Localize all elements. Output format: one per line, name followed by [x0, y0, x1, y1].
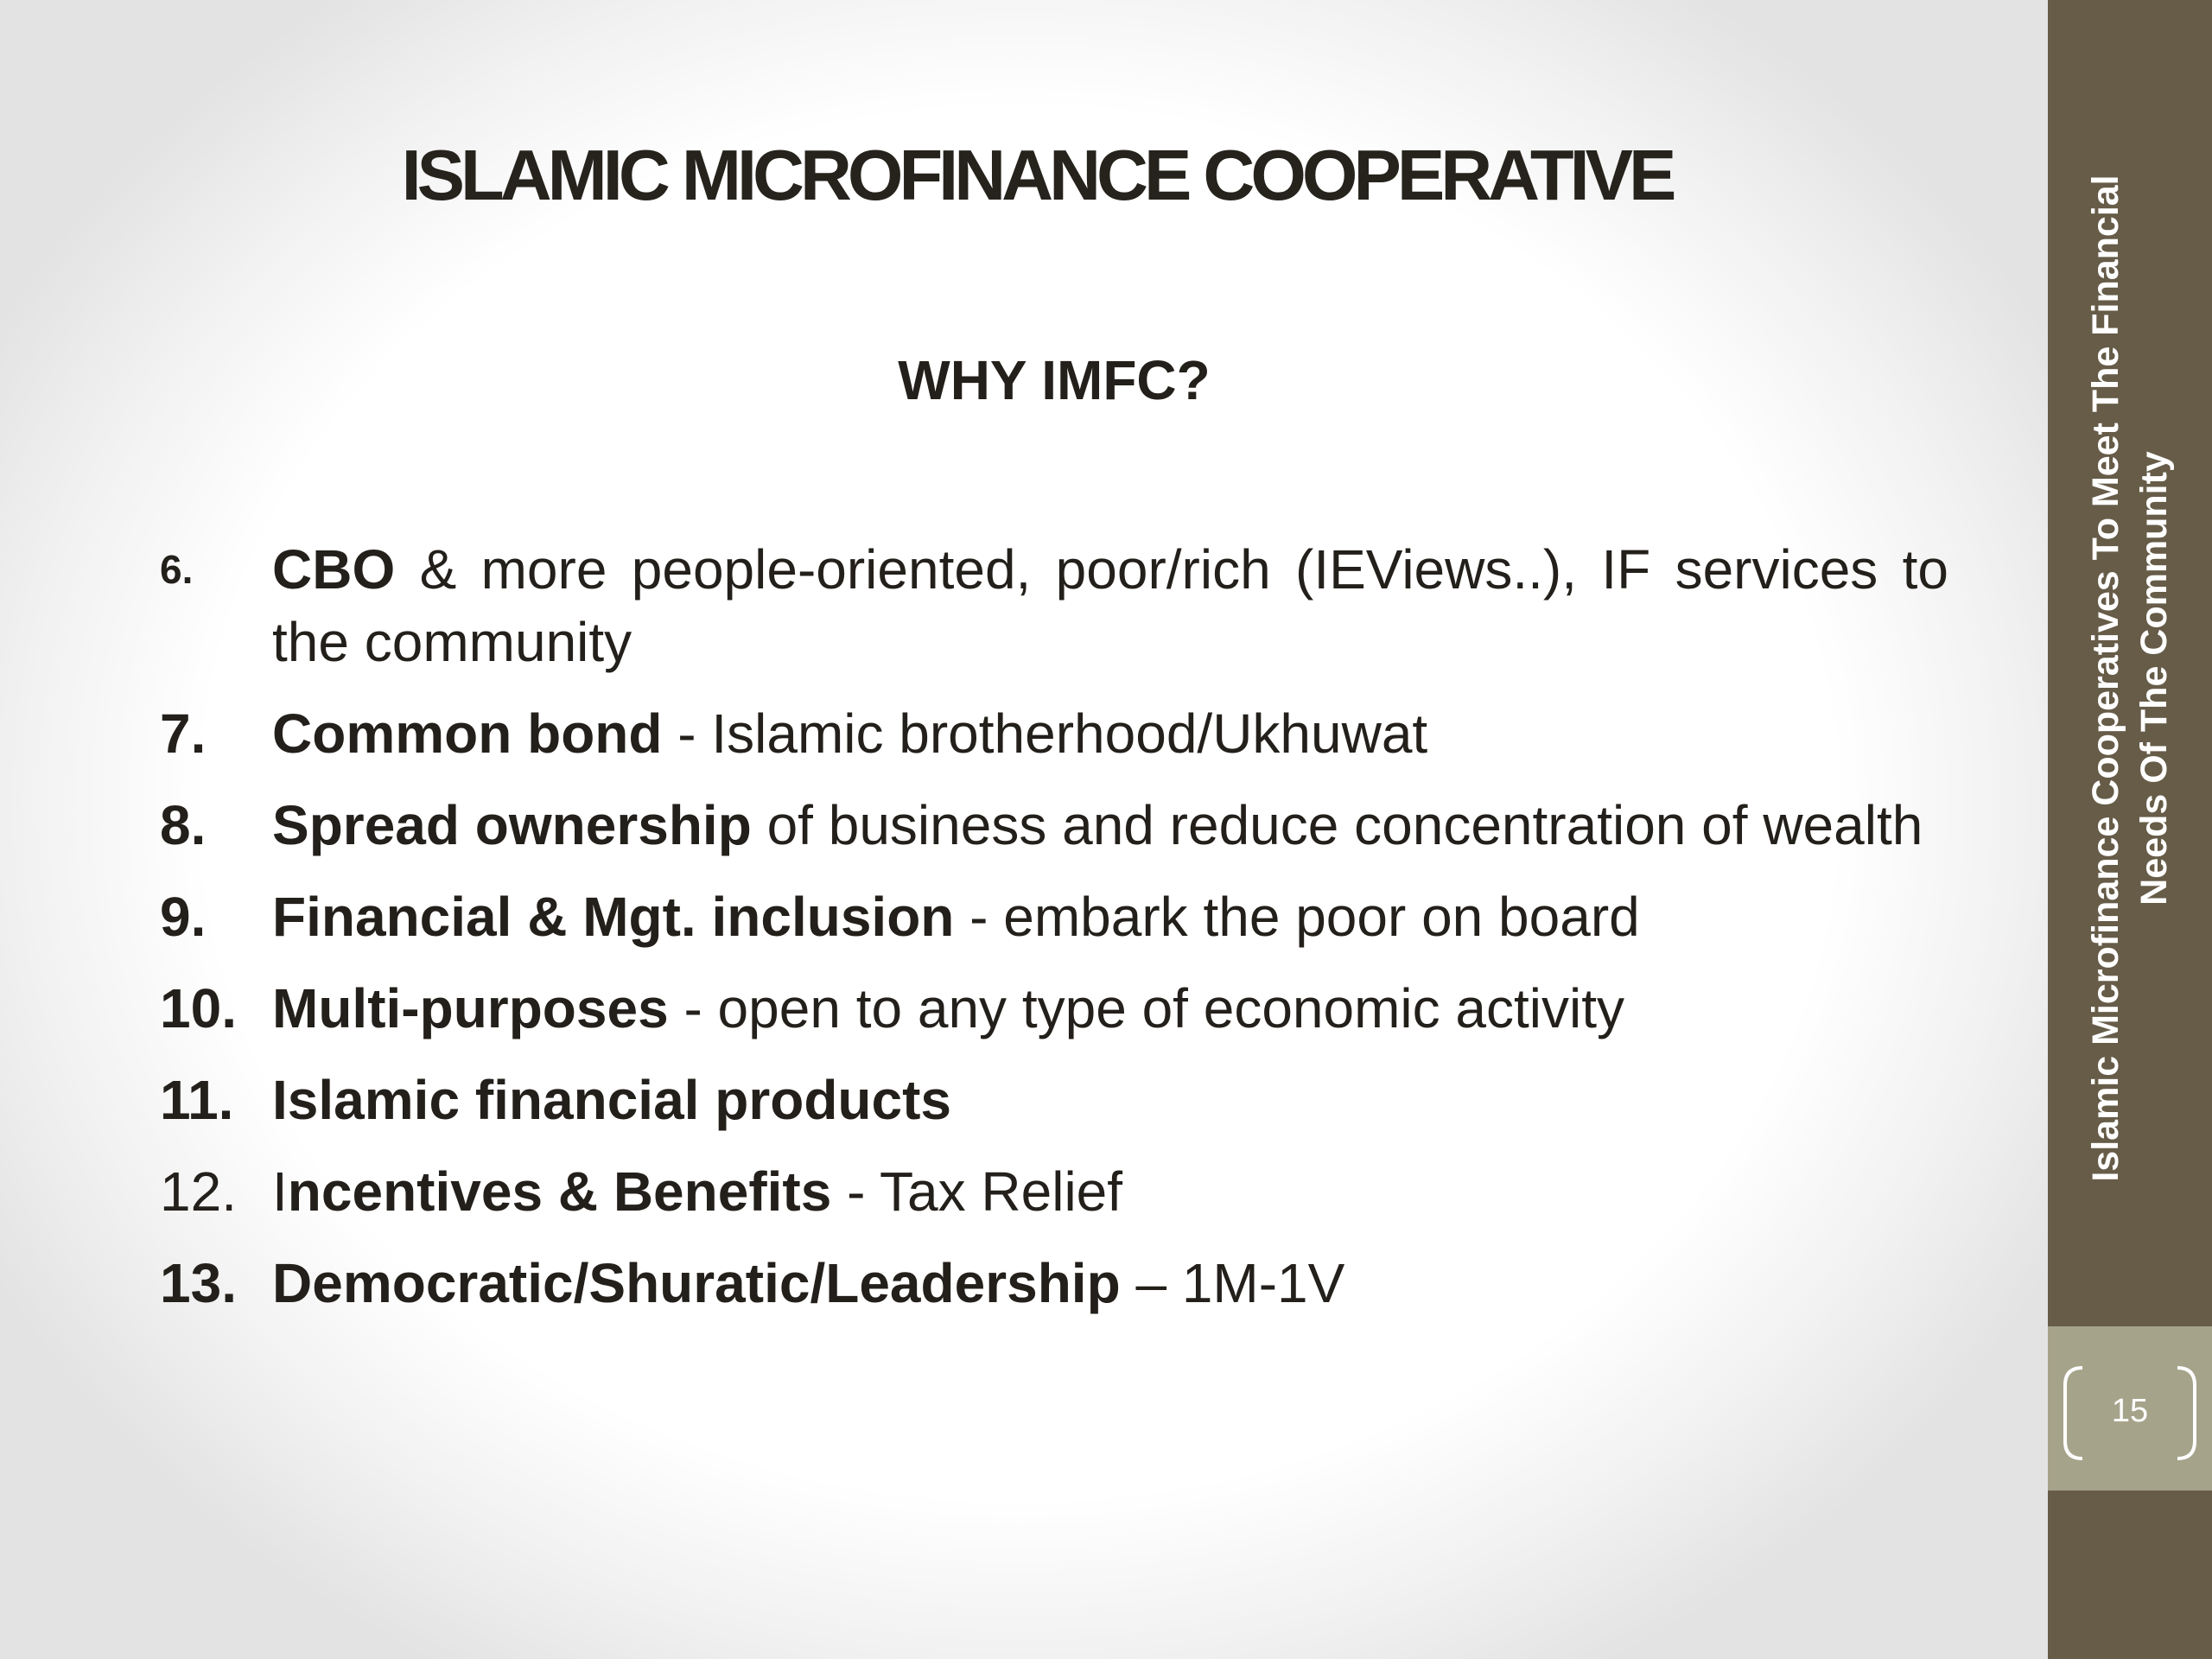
- item-heading: CBO: [272, 538, 396, 601]
- item-number: 13.: [160, 1252, 237, 1314]
- item-heading: ncentives & Benefits: [287, 1160, 832, 1223]
- item-heading: Common bond: [272, 702, 663, 765]
- item-text: - embark the poor on board: [954, 886, 1640, 948]
- list-item: [160, 1155, 1948, 1228]
- list-item: [160, 789, 1948, 861]
- item-number: 10.: [160, 977, 237, 1039]
- item-number: 8.: [160, 794, 207, 856]
- list-item: [160, 972, 1948, 1045]
- list-item: [160, 880, 1948, 953]
- item-number: 7.: [160, 702, 207, 765]
- sidebar-caption: [2082, 73, 2178, 1283]
- item-text: - Islamic brotherhood/Ukhuwat: [662, 702, 1428, 765]
- item-text: - Tax Relief: [831, 1160, 1123, 1223]
- list-item: [160, 533, 1948, 678]
- sidebar-caption-line: Islamic Microfinance Cooperatives To Meet The Financial: [2085, 175, 2126, 1182]
- item-heading: Multi-purposes: [272, 977, 669, 1039]
- slide-subtitle: WHY IMFC?: [898, 349, 1211, 411]
- item-heading: Spread ownership: [272, 794, 752, 856]
- page-number: 15: [2111, 1393, 2149, 1429]
- item-number: 6.: [160, 547, 194, 592]
- reasons-list: [160, 533, 1948, 1338]
- sidebar-caption-line: Needs Of The Community: [2133, 451, 2175, 906]
- item-text: – 1M-1V: [1120, 1252, 1345, 1314]
- item-prefix: I: [272, 1160, 288, 1223]
- item-number: 9.: [160, 886, 207, 948]
- item-heading: Islamic financial products: [272, 1069, 951, 1131]
- item-heading: Financial & Mgt. inclusion: [272, 886, 955, 948]
- list-item: [160, 697, 1948, 770]
- item-text: - open to any type of economic activity: [668, 977, 1624, 1039]
- list-item: [160, 1064, 1948, 1136]
- item-text: of business and reduce concentration of wealth: [751, 794, 1923, 856]
- item-heading: Democratic/Shuratic/Leadership: [272, 1252, 1121, 1314]
- list-item: [160, 1247, 1948, 1319]
- item-number: 11.: [160, 1069, 234, 1131]
- item-text: & more people-oriented, poor/rich (IEViews..), IF services to the community: [272, 538, 1948, 673]
- item-number: 12.: [160, 1160, 237, 1223]
- slide-title: ISLAMIC MICROFINANCE COOPERATIVE: [401, 135, 1673, 215]
